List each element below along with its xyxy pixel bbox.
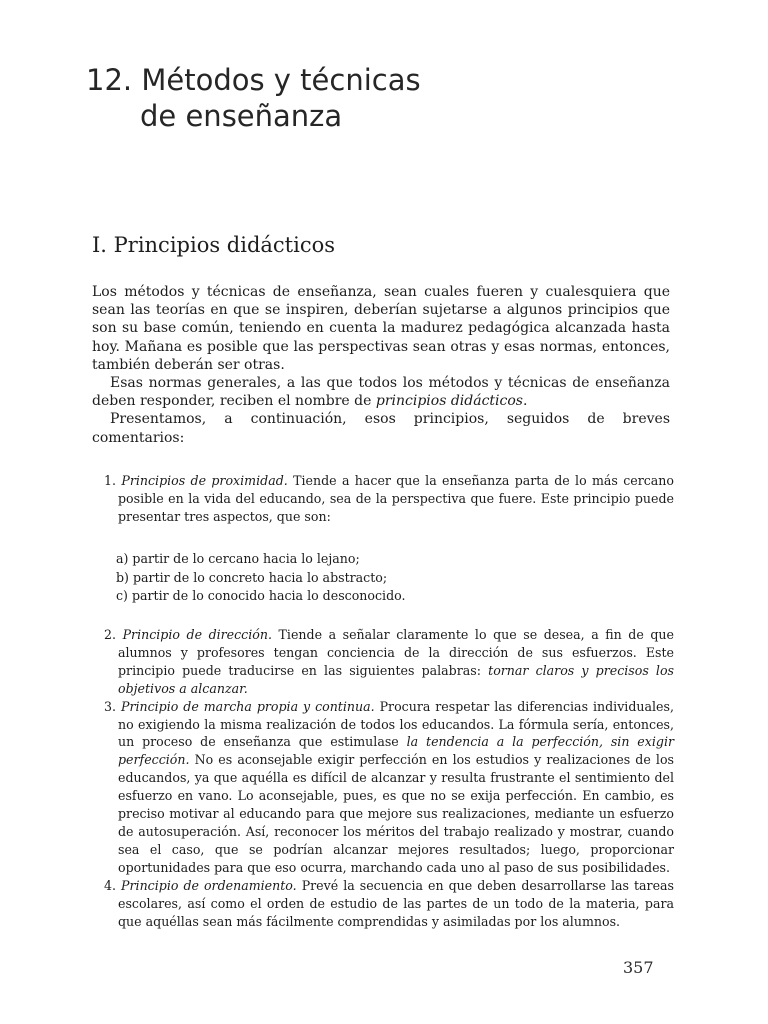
principle-4-number: 4. [104, 877, 117, 893]
chapter-title [86, 62, 421, 134]
chapter-title-line-1: 12. Métodos y técnicas [86, 63, 421, 97]
principle-3-text-a: Procura respetar las diferencias individuales, no exigiendo la misma realización de todos los educandos. La fórmula sería, entonces, un proceso de enseñanza que estimulase [118, 698, 674, 750]
aspect-item: c) partir de lo conocido hacia lo desconocido. [116, 588, 406, 604]
principle-3 [104, 698, 674, 877]
principle-4 [104, 877, 674, 931]
principle-3-number: 3. [104, 698, 117, 714]
principles-list [104, 626, 674, 930]
intro-paragraph-3: Presentamos, a continuación, esos principios, seguidos de breves comentarios: [92, 411, 670, 446]
intro-paragraph-1: Los métodos y técnicas de enseñanza, sean cuales fueren y cualesquiera que sean las teorías en que se inspiren, deberían sujetarse a algunos principios que son su base común, teniendo en cuenta la madurez pedagógica alcanzada hasta hoy. Mañana es posible que las perspectivas sean otras y esas normas, entonces, también deberán ser otras. [92, 284, 670, 373]
principle-3-text-b: No es aconsejable exigir perfección en los estudios y realizaciones de los educandos, ya que aquélla es difícil de alcanzar y resulta frustrante el sentimiento del esfuerzo en vano. Lo aconsejable, pues, es que no se exija perfección. En cambio, es preciso motivar al educando para que mejore sus realizaciones, mediante un esfuerzo de autosuperación. Así, reconocer los méritos del trabajo realizado y mostrar, cuando sea el caso, que se podrían alcanzar mejores resultados; luego, proporcionar oportunidades para que eso ocurra, marchando cada uno al paso de sus posibilidades. [118, 752, 674, 875]
principle-2-text: Tiende a señalar claramente lo que se desea, a fin de que alumnos y profesores tengan conciencia de la dirección de sus esfuerzos. Este principio puede traducirse en las siguientes palabras: [118, 627, 674, 678]
principle-3-title: Principio de marcha propia y continua. [120, 698, 375, 714]
principle-2-number: 2. [104, 627, 117, 642]
principle-1-text: Tiende a hacer que la enseñanza parta de lo más cercano posible en la vida del educando, sea de la perspectiva que fuere. Este principio puede presentar tres aspectos, que son: [118, 473, 674, 525]
principle-4-text: Prevé la secuencia en que deben desarrollarse las tareas escolares, así como el orden de estudio de las partes de un todo de la materia, para que aquéllas sean más fácilmente comprendidas y asimiladas por los alumnos. [118, 877, 674, 929]
intro-paragraph-2-text: Esas normas generales, a las que todos los métodos y técnicas de enseñanza deben responder, reciben el nombre de [92, 375, 670, 410]
aspect-item: a) partir de lo cercano hacia lo lejano; [116, 551, 360, 566]
intro-paragraph-2-term: principios didácticos [375, 393, 523, 410]
aspect-item: b) partir de lo concreto hacia lo abstracto; [116, 569, 388, 585]
principle-4-title: Principio de ordenamiento. [121, 877, 297, 893]
principle-2 [104, 626, 674, 698]
principle-2-emphasis: tornar claros y precisos los objetivos a alcanzar. [118, 662, 675, 696]
section-heading: I. Principios didácticos [92, 233, 336, 257]
chapter-title-line-2: de enseñanza [140, 99, 343, 133]
principle-3-emphasis: la tendencia a la perfección, sin exigir perfección. [118, 734, 674, 768]
intro-paragraph-2: Esas normas generales, a las que todos los métodos y técnicas de enseñanza deben responder, reciben el nombre de principios didácticos. [92, 375, 670, 410]
page-number: 357 [623, 958, 654, 977]
principle-2-title: Principio de dirección. [122, 627, 272, 642]
intro-text [92, 283, 670, 447]
principle-1-aspects [116, 550, 406, 606]
principle-1-number: 1. [104, 473, 117, 488]
principle-1 [104, 472, 674, 527]
principle-1-title: Principios de proximidad. [121, 473, 288, 488]
